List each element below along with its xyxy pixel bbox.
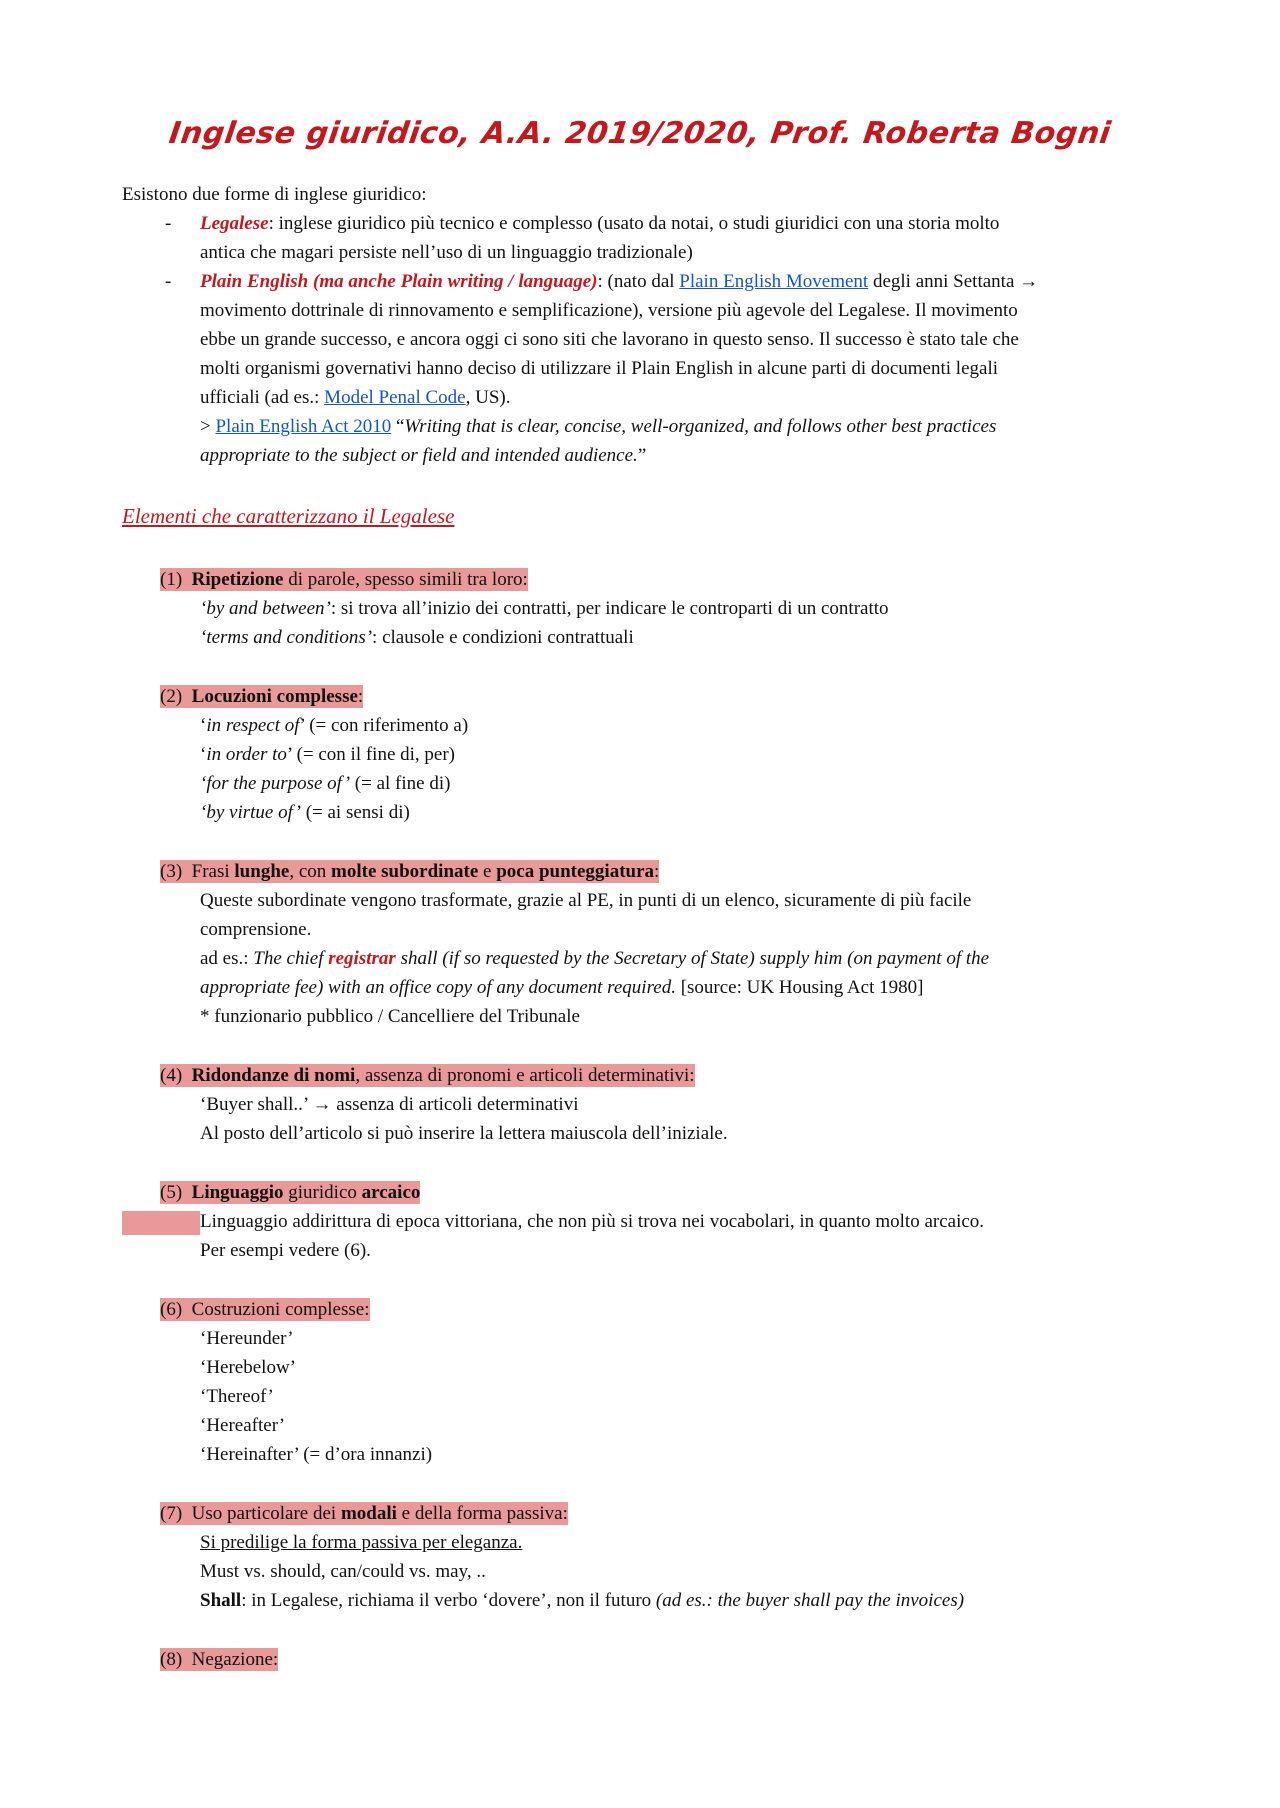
plain-term: Plain English (ma anche Plain writing / language): [200, 271, 598, 292]
highlight: (5) Linguaggio giuridico arcaico: [160, 1182, 421, 1203]
registrar-term: registrar: [328, 948, 396, 969]
highlight: (8) Negazione:: [160, 1649, 279, 1670]
item-7-line-2: Must vs. should, can/could vs. may, ..: [200, 1561, 486, 1582]
plain-line-1: Plain English (ma anche Plain writing / language): (nato dal Plain English Movement degli anni Settanta →: [200, 271, 1039, 292]
item-5-line-2: Per esempi vedere (6).: [200, 1240, 371, 1261]
plain-english-act-link[interactable]: Plain English Act 2010: [215, 416, 392, 437]
item-2-line-2: ‘in order to’ (= con il fine di, per): [200, 744, 456, 765]
item-7-heading: [160, 1501, 568, 1527]
item-1-heading: [160, 567, 528, 593]
legalese-line-2: antica che magari persiste nell’uso di un linguaggio tradizionale): [200, 242, 693, 263]
plain-line-2: movimento dottrinale di rinnovamento e semplificazione), versione più agevole del Legalese. Il movimento: [200, 300, 1018, 321]
plain-act-line-1: > Plain English Act 2010 “Writing that is clear, concise, well-organized, and follows other best practices: [200, 416, 997, 437]
item-7-line-1: Si predilige la forma passiva per eleganza.: [200, 1532, 523, 1553]
highlight: (2) Locuzioni complesse:: [160, 686, 364, 707]
item-3-example-line-2: appropriate fee) with an office copy of any document required. [source: UK Housing Act 1980]: [200, 977, 924, 998]
item-4-line-2: Al posto dell’articolo si può inserire la lettera maiuscola dell’iniziale.: [200, 1123, 728, 1144]
legalese-line-1: Legalese: inglese giuridico più tecnico e complesso (usato da notai, o studi giuridici con una storia molto: [200, 213, 1000, 234]
plain-line-5: ufficiali (ad es.: Model Penal Code, US).: [200, 387, 511, 408]
legalese-term: Legalese: [200, 213, 269, 234]
item-3-line-2: comprensione.: [200, 919, 312, 940]
highlight: (1) Ripetizione di parole, spesso simili tra loro:: [160, 569, 528, 590]
item-5-heading: [160, 1180, 420, 1206]
item-2-line-1: ‘in respect of’ (= con riferimento a): [200, 715, 469, 736]
item-6-word: ‘Herebelow’: [200, 1357, 297, 1378]
highlight-mark: [122, 1211, 200, 1235]
bullet-dash: -: [165, 271, 172, 292]
highlight: (6) Costruzioni complesse:: [160, 1299, 370, 1320]
bullet-dash: -: [165, 213, 172, 234]
item-3-example-line-1: ad es.: The chief registrar shall (if so requested by the Secretary of State) supply him (on payment of the: [200, 948, 990, 969]
item-3-line-1: Queste subordinate vengono trasformate, grazie al PE, in punti di un elenco, sicuramente di più facile: [200, 890, 972, 911]
item-1-line-1: ‘by and between’: si trova all’inizio dei contratti, per indicare le controparti di un contratto: [200, 598, 889, 619]
item-2-line-3: ‘for the purpose of’ (= al fine di): [200, 773, 451, 794]
item-3-footnote: * funzionario pubblico / Cancelliere del Tribunale: [200, 1006, 580, 1027]
item-8-heading: [160, 1647, 278, 1673]
plain-line-4: molti organismi governativi hanno deciso di utilizzare il Plain English in alcune parti di documenti legali: [200, 358, 998, 379]
item-7-line-3: Shall: in Legalese, richiama il verbo ‘dovere’, non il futuro (ad es.: the buyer shall pay the invoices): [200, 1590, 965, 1611]
item-6-word: ‘Hereinafter’ (= d’ora innanzi): [200, 1444, 433, 1465]
plain-act-line-2: appropriate to the subject or field and intended audience.”: [200, 445, 647, 466]
item-5-line-1: Linguaggio addirittura di epoca vittoriana, che non più si trova nei vocabolari, in quanto molto arcaico.: [200, 1211, 985, 1232]
section-heading: Elementi che caratterizzano il Legalese: [122, 504, 455, 528]
intro-text: Esistono due forme di inglese giuridico:: [122, 184, 427, 205]
item-6-word: ‘Hereafter’: [200, 1415, 286, 1436]
document-title: Inglese giuridico, A.A. 2019/2020, Prof. Roberta Bogni: [166, 116, 1114, 151]
item-6-word: ‘Hereunder’: [200, 1328, 294, 1349]
item-3-heading: [160, 859, 659, 885]
model-penal-code-link[interactable]: Model Penal Code: [324, 387, 466, 408]
item-1-line-2: ‘terms and conditions’: clausole e condizioni contrattuali: [200, 627, 634, 648]
plain-line-3: ebbe un grande successo, e ancora oggi ci sono siti che lavorano in questo senso. Il successo è stato tale che: [200, 329, 1019, 350]
highlight: (7) Uso particolare dei modali e della forma passiva:: [160, 1503, 568, 1524]
item-6-heading: [160, 1297, 370, 1323]
item-2-heading: [160, 684, 363, 710]
plain-english-movement-link[interactable]: Plain English Movement: [679, 271, 869, 292]
item-2-line-4: ‘by virtue of’ (= ai sensi di): [200, 802, 410, 823]
highlight: (3) Frasi lunghe, con molte subordinate e poca punteggiatura:: [160, 861, 660, 882]
highlight: (4) Ridondanze di nomi, assenza di pronomi e articoli determinativi:: [160, 1065, 695, 1086]
item-4-heading: [160, 1063, 695, 1089]
item-6-word: ‘Thereof’: [200, 1386, 274, 1407]
item-4-line-1: ‘Buyer shall..’ → assenza di articoli determinativi: [200, 1094, 579, 1115]
